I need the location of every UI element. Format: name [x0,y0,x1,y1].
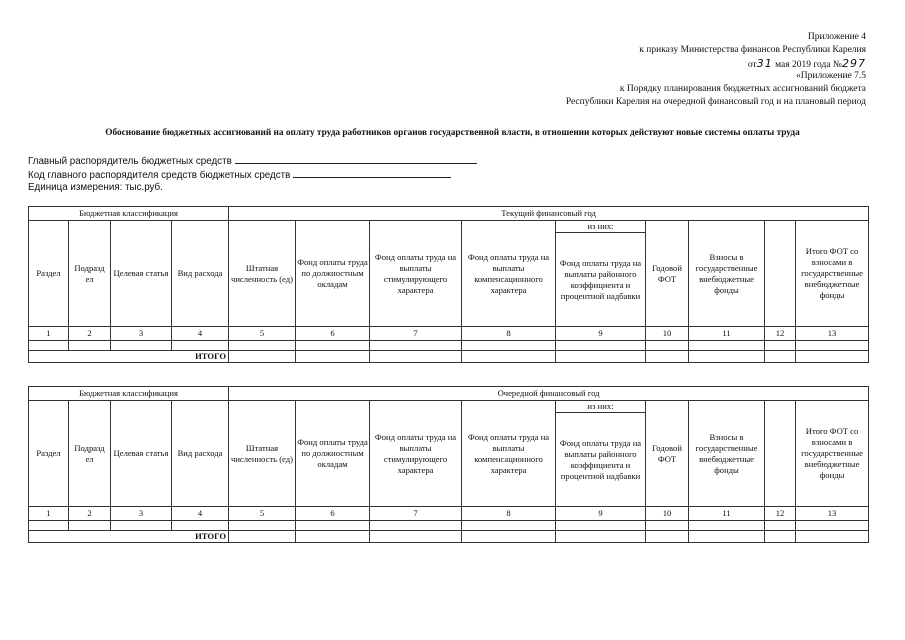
annex-number: Приложение 4 [807,32,866,42]
col-number: 7 [370,507,462,521]
total-label: ИТОГО [29,351,229,363]
col-number: 8 [462,507,556,521]
col-number: 9 [556,327,646,341]
manager-label: Главный распорядитель бюджетных средств [28,156,232,167]
col-shtat: Штатная численность (ед) [229,221,296,327]
order-number-handwritten: 297 [842,57,866,70]
col-number: 5 [229,507,296,521]
col-razdel: Раздел [29,221,69,327]
procedure-reference: к Порядку планирования бюджетных ассигнований бюджета [619,84,866,94]
budget-classification-header: Бюджетная классификация [29,387,229,401]
col-vznosy: Взносы в государственные внебюджетные фонды [689,221,765,327]
col-number: 13 [796,507,869,521]
order-day-handwritten: 31 [756,57,773,70]
col-number: 2 [69,507,111,521]
total-label: ИТОГО [29,531,229,543]
col-tselevaya: Целевая статья [111,401,172,507]
col-number: 3 [111,327,172,341]
order-date-mid: мая 2019 года № [772,60,842,70]
col-tselevaya: Целевая статья [111,221,172,327]
total-row [29,351,869,363]
document-title: Обоснование бюджетных ассигнований на оплату труда работников органов государственной власти, в отношении которых действуют новые системы оплаты труда [105,128,800,138]
col-number: 1 [29,327,69,341]
col-itogo-fot: Итого ФОТ со взносами в государственные внебюджетные фонды [796,221,869,327]
of-them-label: из них: [556,221,646,233]
of-them-label: из них: [556,401,646,413]
col-number: 6 [296,327,370,341]
col-itogo-fot: Итого ФОТ со взносами в государственные внебюджетные фонды [796,401,869,507]
col-fond-dolzh: Фонд оплаты труда по должностным окладам [296,221,370,327]
order-date-prefix: от [747,60,757,70]
col-razdel: Раздел [29,401,69,507]
col-shtat: Штатная численность (ед) [229,401,296,507]
col-number: 6 [296,507,370,521]
budget-classification-header: Бюджетная классификация [29,207,229,221]
col-podrazdel: Подразд ел [69,221,111,327]
col-fond-stim: Фонд оплаты труда на выплаты стимулирующего характера [370,401,462,507]
appendix-reference: «Приложение 7.5 [796,71,866,81]
table-row [29,521,869,531]
col-fond-dolzh: Фонд оплаты труда по должностным окладам [296,401,370,507]
col-fond-komp: Фонд оплаты труда на выплаты компенсационного характера [462,221,556,327]
col-podrazdel: Подразд ел [69,401,111,507]
col-number: 2 [69,327,111,341]
col-number: 5 [229,327,296,341]
col-number: 12 [765,327,796,341]
col-vznosy: Взносы в государственные внебюджетные фонды [689,401,765,507]
col-number: 1 [29,507,69,521]
col-fond-stim: Фонд оплаты труда на выплаты стимулирующего характера [370,221,462,327]
period-header: Очередной финансовый год [229,387,869,401]
unit-label: Единица измерения: тыс.руб. [28,182,163,193]
column-numbers-row [29,327,869,341]
col-koef [765,401,796,507]
col-number: 10 [646,507,689,521]
procedure-reference-cont: Республики Карелия на очередной финансовый год и на плановый период [565,97,866,107]
manager-fill-line [235,154,477,164]
next-year-table [28,386,869,543]
col-number: 4 [172,327,229,341]
col-number: 3 [111,507,172,521]
col-godovoy: Годовой ФОТ [646,401,689,507]
column-numbers-row [29,507,869,521]
col-fond-rayon: Фонд оплаты труда на выплаты районного коэффициента и процентной надбавки [556,413,646,507]
col-number: 11 [689,327,765,341]
col-number: 11 [689,507,765,521]
code-field [28,168,451,181]
col-number: 12 [765,507,796,521]
col-vid: Вид расхода [172,221,229,327]
col-number: 4 [172,507,229,521]
code-label: Код главного распорядителя средств бюджетных средств [28,170,291,181]
col-vid: Вид расхода [172,401,229,507]
col-number: 13 [796,327,869,341]
col-godovoy: Годовой ФОТ [646,221,689,327]
col-koef [765,221,796,327]
period-header: Текущий финансовый год [229,207,869,221]
col-fond-rayon: Фонд оплаты труда на выплаты районного коэффициента и процентной надбавки [556,233,646,327]
code-fill-line [293,168,451,178]
col-number: 8 [462,327,556,341]
manager-field [28,154,477,167]
col-number: 9 [556,507,646,521]
current-year-table [28,206,869,363]
col-fond-komp: Фонд оплаты труда на выплаты компенсационного характера [462,401,556,507]
total-row [29,531,869,543]
table-row [29,341,869,351]
col-number: 7 [370,327,462,341]
order-reference: к приказу Министерства финансов Республики Карелия [639,45,866,55]
col-number: 10 [646,327,689,341]
